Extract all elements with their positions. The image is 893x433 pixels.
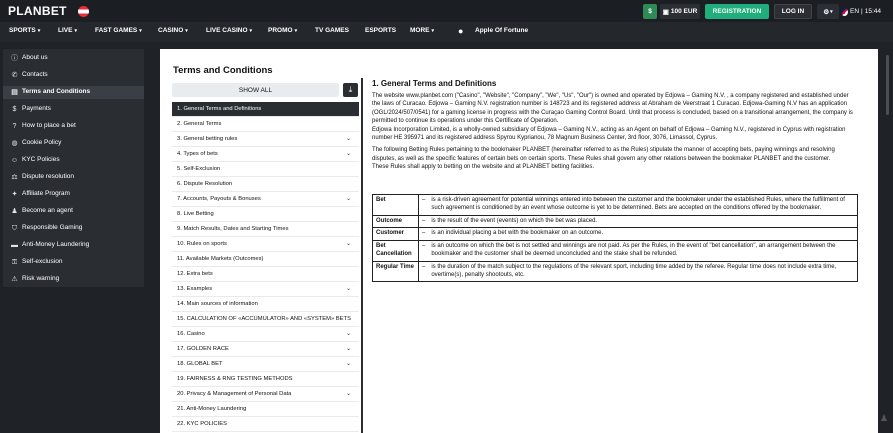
nav-item-live[interactable] <box>58 27 77 34</box>
toc-item-label: 7. Accounts, Payouts & Bonuses <box>177 196 261 202</box>
toc-item-label: 1. General Terms and Definitions <box>177 106 262 112</box>
chat-icon[interactable]: ♟ <box>880 413 889 423</box>
language-selector[interactable] <box>841 4 881 19</box>
toc-item[interactable] <box>172 207 359 222</box>
chevron-down-icon: ⌄ <box>345 331 351 337</box>
definition-desc: is the result of the event (events) on which the bet was placed. <box>428 215 857 228</box>
chevron-down-icon: ⌄ <box>345 241 351 247</box>
table-row <box>373 215 858 228</box>
sidebar-item-label: How to place a bet <box>22 122 76 129</box>
definition-dash: – <box>419 241 429 262</box>
nav-label: CASINO <box>158 27 184 34</box>
settings-button[interactable] <box>817 4 839 19</box>
balance-button[interactable] <box>660 4 700 19</box>
definition-dash: – <box>419 195 429 216</box>
toc-item[interactable] <box>172 102 359 117</box>
nav-item-promo[interactable] <box>268 27 297 34</box>
toc-item-label: 10. Rules on sports <box>177 241 227 247</box>
shield-icon: ⛉ <box>11 225 18 232</box>
definition-dash: – <box>419 261 429 282</box>
warning-icon: ⚠ <box>11 276 18 283</box>
apple-icon: ● <box>458 26 464 36</box>
table-of-contents <box>172 102 359 433</box>
nav-item-apple-of-fortune[interactable]: Apple Of Fortune <box>475 27 529 34</box>
sidebar-item-label: Self-exclusion <box>22 258 63 265</box>
toc-item[interactable] <box>172 417 359 432</box>
toc-item-label: 16. Casino <box>177 331 205 337</box>
nav-label: PROMO <box>268 27 293 34</box>
lock-icon: ⚿ <box>11 259 18 266</box>
toc-item-label: 22. KYC POLICIES <box>177 421 227 427</box>
gear-icon: ⚙ <box>823 8 830 16</box>
deposit-button[interactable]: $ <box>643 4 657 19</box>
sidebar-item-affiliate[interactable] <box>3 188 144 201</box>
separator: | <box>861 8 863 15</box>
nav-label: FAST GAMES <box>95 27 138 34</box>
sidebar-item-label: Anti-Money Laundering <box>22 241 90 248</box>
definition-term: Bet <box>373 195 419 216</box>
affiliate-icon: ✦ <box>11 191 18 198</box>
definition-term: Customer <box>373 228 419 241</box>
toc-item[interactable] <box>172 177 359 192</box>
sidebar-item-cookie-policy[interactable] <box>3 137 144 150</box>
sidebar-item-label: KYC Policies <box>22 156 60 163</box>
sidebar-item-label: Cookie Policy <box>22 139 62 146</box>
toc-item[interactable] <box>172 162 359 177</box>
money-icon: ▬ <box>11 242 18 249</box>
toc-item[interactable] <box>172 312 359 327</box>
article-paragraph: The website www.planbet.com ("Casino", "Website", "Company", "We", "Us", "Our") is owned and operated by Edjowa – Gaming N.V. , a company registered and established under the laws of Curacao. Edjowa – Gaming N.V. registration number is 148723 and its registered address at Abraham de Veerstraat 1 Curacao. Edjowa-Gaming N.V has an application (OGL/2024/507/0541) for a gaming license in progress with the Curaçao Gaming Control Board. Until that process is concluded, based on a transitional arrangement, the company is permitted to continue its operations under this Certificate of Operation. <box>372 93 853 125</box>
nav-item-live-casino[interactable] <box>206 27 252 34</box>
toc-item[interactable] <box>172 117 359 132</box>
table-row <box>373 195 858 216</box>
uk-flag-icon <box>841 8 848 16</box>
definition-desc: is an individual placing a bet with the bookmaker on an outcome. <box>428 228 857 241</box>
toc-item-label: 14. Main sources of information <box>177 301 258 307</box>
toc-item-label: 4. Types of bets <box>177 151 218 157</box>
page-title: Terms and Conditions <box>173 65 273 76</box>
toc-item-label: 13. Examples <box>177 286 213 292</box>
sidebar-item-label: Risk warning <box>22 275 60 282</box>
document-icon: ▤ <box>11 89 18 96</box>
sidebar-item-responsible-gaming[interactable] <box>3 222 144 235</box>
sidebar <box>3 49 144 287</box>
toc-item-label: 9. Match Results, Dates and Starting Times <box>177 226 289 232</box>
chevron-down-icon: ⌄ <box>345 391 351 397</box>
toc-item-label: 15. CALCULATION OF «ACCUMULATOR» AND «SYSTEM» BETS <box>177 316 351 322</box>
chevron-down-icon: ▾ <box>294 28 298 34</box>
definition-desc: is the duration of the match subject to the regulations of the relevant sport, including time added by the referee. Regular time does not include extra time, overtime(s), penalty shootouts, etc. <box>428 261 857 282</box>
toc-item[interactable] <box>172 402 359 417</box>
sidebar-item-payments[interactable] <box>3 103 144 116</box>
chevron-down-icon: ▾ <box>37 28 41 34</box>
user-icon: ☺ <box>10 157 19 164</box>
scrollbar-thumb[interactable] <box>886 55 889 115</box>
phone-icon: ✆ <box>11 72 18 79</box>
question-icon: ? <box>12 123 17 130</box>
wallet-icon: ▣ <box>662 8 669 16</box>
definition-term: Bet Cancellation <box>373 241 419 262</box>
toc-item-label: 17. GOLDEN RACE <box>177 346 229 352</box>
registration-button[interactable]: REGISTRATION <box>705 4 769 19</box>
nav-label: ESPORTS <box>365 27 397 34</box>
toc-item[interactable] <box>172 237 359 252</box>
toc-item-label: 21. Anti-Money Laundering <box>177 406 247 412</box>
definition-term: Regular Time <box>373 261 419 282</box>
chevron-down-icon: ▾ <box>74 28 77 34</box>
chevron-down-icon: ▾ <box>249 28 253 34</box>
toc-item[interactable] <box>172 342 359 357</box>
sidebar-item-contacts[interactable] <box>3 69 144 82</box>
chevron-down-icon: ⌄ <box>345 286 351 292</box>
sidebar-item-label: Dispute resolution <box>22 173 75 180</box>
sidebar-item-risk-warning[interactable] <box>3 273 144 286</box>
article-heading: 1. General Terms and Definitions <box>372 79 497 88</box>
nav-item-casino[interactable] <box>158 27 188 34</box>
toc-item[interactable] <box>172 357 359 372</box>
dollar-icon: $ <box>12 106 17 113</box>
sidebar-item-label: Affiliate Program <box>22 190 70 197</box>
toc-item[interactable] <box>172 147 359 162</box>
nav-item-sports[interactable] <box>9 27 40 34</box>
sidebar-item-label: About us <box>22 54 48 61</box>
nav-item-esports[interactable] <box>365 27 396 34</box>
toc-item[interactable] <box>172 132 359 147</box>
chevron-down-icon: ⌄ <box>345 361 351 367</box>
balance-value: 100 EUR <box>670 8 698 15</box>
toc-item-label: 8. Live Betting <box>177 211 214 217</box>
toc-item-label: 2. General Terms <box>177 121 222 127</box>
top-bar <box>0 0 893 22</box>
article-paragraph: Edjowa Incorporation Limited, is a wholly-owned subsidiary of Edjowa – Gaming N.V., acting as an Agent on behalf of Edjowa – Gaming N.V., registered in Cyprus with registration number HE 395971 and its registered address Spyrou Kyprianou, 78 Magnum Business Center, 3rd floor, 3076, Limassol, Cyprus. <box>372 126 846 142</box>
toc-item[interactable] <box>172 372 359 387</box>
download-button[interactable] <box>343 83 358 97</box>
sidebar-item-terms[interactable] <box>3 86 144 99</box>
toc-item[interactable] <box>172 252 359 267</box>
definition-dash: – <box>419 228 429 241</box>
chevron-down-icon: ⌄ <box>345 346 351 352</box>
definition-dash: – <box>419 215 429 228</box>
toc-item[interactable] <box>172 297 359 312</box>
chevron-down-icon: ▾ <box>139 28 142 34</box>
definition-term: Outcome <box>373 215 419 228</box>
toc-item-label: 19. FAIRNESS & RNG TESTING METHODS <box>177 376 293 382</box>
table-row <box>373 241 858 262</box>
toc-item[interactable] <box>172 267 359 282</box>
chevron-down-icon: ▾ <box>185 28 188 34</box>
cookie-icon: ◍ <box>11 140 18 147</box>
agent-icon: ♟ <box>11 208 18 215</box>
sidebar-item-dispute[interactable] <box>3 171 144 184</box>
clock-time: 15:44 <box>864 8 881 15</box>
nav-item-tv-games[interactable] <box>315 27 349 34</box>
austria-flag-icon <box>78 6 89 17</box>
sidebar-item-kyc[interactable] <box>3 154 144 167</box>
sidebar-item-label: Become an agent <box>22 207 73 214</box>
toc-divider <box>361 78 363 433</box>
toc-item-label: 20. Privacy & Management of Personal Data <box>177 391 292 397</box>
toc-item-label: 11. Available Markets (Outcomes) <box>177 256 264 262</box>
sidebar-item-label: Contacts <box>22 71 48 78</box>
toc-item[interactable] <box>172 387 359 402</box>
nav-label: LIVE CASINO <box>206 27 248 34</box>
login-button[interactable]: LOG IN <box>774 4 812 19</box>
chevron-down-icon: ▾ <box>830 8 833 15</box>
content-panel <box>160 49 878 433</box>
planbet-logo[interactable]: PLANBET <box>8 4 67 18</box>
sidebar-item-self-exclusion[interactable] <box>3 256 144 269</box>
info-icon: ⓘ <box>11 55 18 62</box>
nav-label: SPORTS <box>9 27 36 34</box>
table-row <box>373 261 858 282</box>
nav-item-fast-games[interactable] <box>95 27 142 34</box>
nav-label: MORE <box>410 27 430 34</box>
sidebar-item-about-us[interactable] <box>3 52 144 65</box>
scale-icon: ⚖ <box>11 174 18 181</box>
toc-item[interactable] <box>172 192 359 207</box>
article <box>372 79 858 172</box>
definition-desc: is a risk-driven agreement for potential winnings entered into between the customer and the bookmaker under the established Rules, where the fulfillment of such agreement is conditioned by an event whose outcome is yet to be determined. Bets are accepted on the conditions offered by the bookmaker. <box>428 195 857 216</box>
toc-item-label: 18. GLOBAL BET <box>177 361 223 367</box>
chevron-down-icon: ▾ <box>431 28 435 34</box>
toc-item[interactable] <box>172 327 359 342</box>
table-row <box>373 228 858 241</box>
toc-item[interactable] <box>172 222 359 237</box>
sidebar-item-how-to-bet[interactable] <box>3 120 144 133</box>
definition-desc: is an outcome on which the bet is not settled and winnings are not paid. As per the Rules, in the event of "bet cancellation", an arrangement between the bookmaker and the customer shall be deemed unconcluded and the stake shall be refunded. <box>428 241 857 262</box>
chevron-down-icon: ⌄ <box>345 196 351 202</box>
nav-label: TV GAMES <box>315 27 349 34</box>
article-paragraph: These Rules shall apply to betting on the website and at PLANBET betting facilities. <box>372 164 595 171</box>
download-icon: ⤓ <box>348 85 353 94</box>
nav-label: LIVE <box>58 27 73 34</box>
sidebar-item-label: Terms and Conditions <box>22 88 91 95</box>
sidebar-item-label: Responsible Gaming <box>22 224 83 231</box>
toc-item-label: 5. Self-Exclusion <box>177 166 221 172</box>
toc-item-label: 3. General betting rules <box>177 136 238 142</box>
chevron-down-icon: ⌄ <box>345 136 351 142</box>
article-paragraph: The following Betting Rules pertaining to the bookmaker PLANBET (hereinafter referred to as the Rules) stipulate the manner of accepting bets, paying winnings and resolving disputes, as well as the specific features of certain bets on certain sports. These Rules shall govern any other relations between the bookmaker PLANBET and the customer. <box>372 147 835 162</box>
toc-item[interactable] <box>172 282 359 297</box>
sidebar-item-label: Payments <box>22 105 51 112</box>
sidebar-item-aml[interactable] <box>3 239 144 252</box>
language-label: EN <box>849 8 860 15</box>
toc-item-label: 6. Dispute Resolution <box>177 181 233 187</box>
definitions-table <box>372 194 858 282</box>
show-all-button[interactable]: SHOW ALL <box>172 83 339 97</box>
sidebar-item-agent[interactable] <box>3 205 144 218</box>
nav-item-more[interactable] <box>410 27 434 34</box>
main-nav <box>0 22 893 42</box>
chevron-down-icon: ⌄ <box>345 151 351 157</box>
toc-item-label: 12. Extra bets <box>177 271 213 277</box>
